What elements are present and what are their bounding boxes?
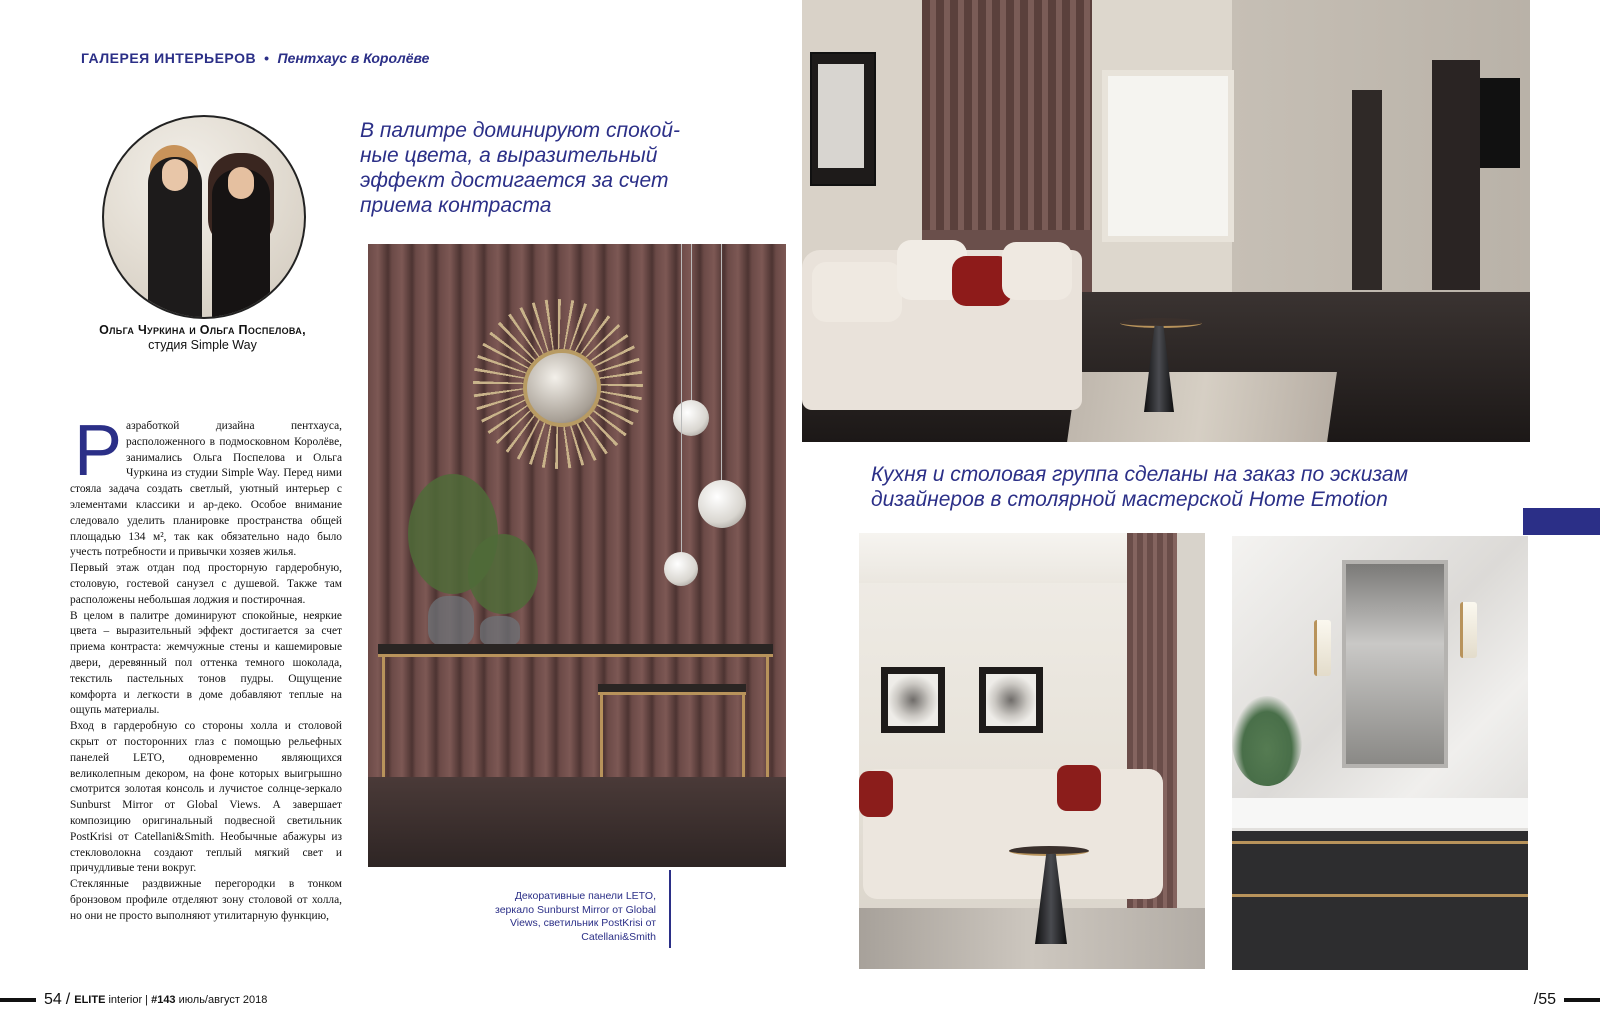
article-paragraph: азработкой дизайна пентхауса, расположенного в подмосковном Королёве, занимались Ольга Поспелова и Ольга Чуркина из студии Simple Way. Перед ними стояла задача создать светлый, уютный интерьер с элементами классики и ар-деко. Особое внимание следовало уделить планировке пространства общей площадью 134 м², так как обязательно надо было учесть потребности и привычки хозяев жилья. bbox=[70, 420, 342, 559]
page-number-left: 54 bbox=[44, 991, 62, 1008]
footer-slash: / bbox=[65, 991, 71, 1008]
pull-quote-kitchen: Кухня и столовая группа сделаны на заказ по эскизам дизайнеров в столярной мастерской Home Emotion bbox=[871, 463, 1409, 511]
photo-caption: Декоративные панели LETO, зеркало Sunburst Mirror от Global Views, светильник PostKrisi от Catellani&Smith bbox=[495, 890, 656, 943]
wall-art bbox=[979, 667, 1043, 733]
drop-cap: Р bbox=[74, 411, 123, 491]
pendant-lamp bbox=[698, 480, 746, 528]
photo-living-room bbox=[802, 0, 1530, 442]
gold-console bbox=[378, 644, 773, 657]
pendant-lamp bbox=[673, 400, 709, 436]
section-header bbox=[81, 50, 429, 66]
accent-bar bbox=[1523, 508, 1600, 535]
designers-caption bbox=[70, 323, 335, 353]
article-paragraph: Вход в гардеробную со стороны холла и столовой скрыт от посторонних глаз с помощью рельефных панелей LETO, одновременно являющихся великолепным декором, на фоне которых выигрышно смотрится золотая консоль и лучистое солнце-зеркало Sunburst Mirror от Global Views. А завершает композицию оригинальный подвесной светильник PostKrisi от Catellani&Smith. Необычные абажуры из стекловолокна создают теплый мягкий свет и причудливые тени вокруг. bbox=[70, 720, 342, 875]
magazine-info: ELITE interior | #143 июль/август 2018 bbox=[74, 994, 268, 1006]
designers-names: Ольга Чуркина и Ольга Поспелова, bbox=[99, 323, 306, 337]
designers-portrait bbox=[102, 115, 306, 319]
sofa bbox=[863, 769, 1163, 899]
footer-right bbox=[1534, 990, 1600, 1010]
bathroom-mirror bbox=[1342, 560, 1448, 768]
designers-studio: студия Simple Way bbox=[148, 338, 257, 352]
article-body bbox=[70, 411, 342, 925]
wall-art bbox=[881, 667, 945, 733]
section-title: ГАЛЕРЕЯ ИНТЕРЬЕРОВ bbox=[81, 50, 257, 66]
article-paragraph: Первый этаж отдан под просторную гардеробную, столовую, гостевой санузел с душевой. Также там расположены небольшая лоджия и постирочная. bbox=[70, 562, 342, 606]
article-paragraph: Стеклянные раздвижные перегородки в тонком бронзовом профиле отделяют зону столовой от холла, но они не просто выполняют утилитарную функцию, bbox=[70, 878, 342, 922]
caption-rule bbox=[669, 870, 671, 948]
vanity-cabinet bbox=[1232, 831, 1528, 970]
article-subtitle: Пентхаус в Королёве bbox=[277, 50, 430, 66]
photo-bathroom bbox=[1232, 536, 1528, 970]
header-separator: • bbox=[264, 50, 270, 66]
pull-quote-palette: В палитре доминируют спокой- ные цвета, а выразительный эффект достигается за счет приема контраста bbox=[360, 119, 681, 217]
photo-lounge bbox=[859, 533, 1205, 969]
article-paragraph: В целом в палитре доминируют спокойные, неяркие цвета – выразительный эффект достигается за счет приема контраста: жемчужные стены и кашемировые двери, деревянный пол оттенка темного шоколада, текстиль пастельных тонов пудры. Ощущение комфорта и легкости в доме добавляют теплые на ощупь материалы. bbox=[70, 609, 342, 717]
pendant-lamp bbox=[664, 552, 698, 586]
footer-left bbox=[0, 990, 267, 1010]
page-number-right: /55 bbox=[1533, 991, 1556, 1008]
photo-console-mirror bbox=[368, 244, 786, 867]
